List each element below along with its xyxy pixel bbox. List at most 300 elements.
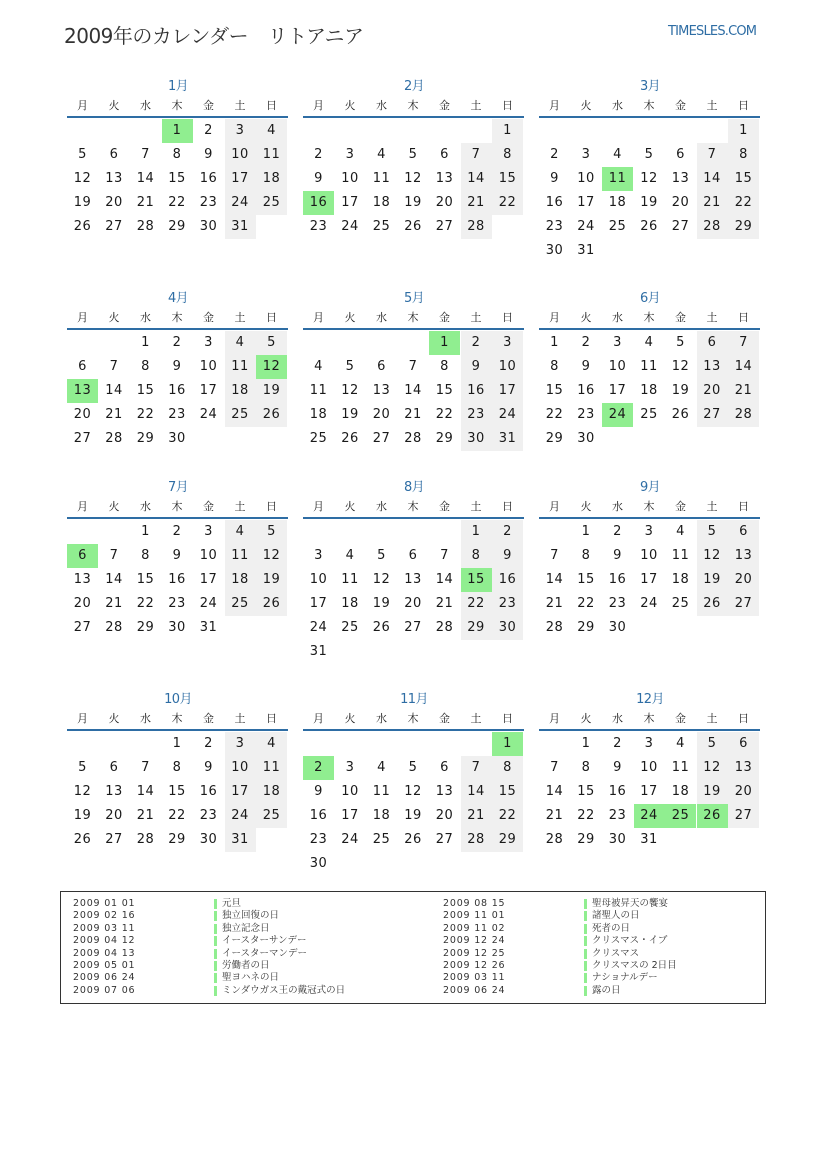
weekend-day-cell[interactable]: 17 xyxy=(225,167,256,191)
holiday-day-cell[interactable]: 2 xyxy=(303,756,334,780)
day-cell[interactable]: 6 xyxy=(440,147,449,162)
day-cell[interactable]: 17 xyxy=(309,596,328,611)
weekend-day-cell[interactable]: 13 xyxy=(728,544,759,568)
day-cell[interactable]: 20 xyxy=(671,195,690,210)
weekend-day-cell[interactable]: 26 xyxy=(256,592,287,616)
weekend-day-cell[interactable]: 22 xyxy=(728,191,759,215)
day-cell[interactable]: 27 xyxy=(372,431,391,446)
weekend-day-cell[interactable]: 9 xyxy=(461,355,492,379)
weekend-day-cell[interactable]: 7 xyxy=(728,331,759,355)
day-cell[interactable]: 4 xyxy=(314,359,323,374)
day-cell[interactable]: 27 xyxy=(73,620,92,635)
day-cell[interactable]: 27 xyxy=(404,620,422,635)
weekend-day-cell[interactable]: 4 xyxy=(225,520,256,544)
holiday-day-cell[interactable]: 1 xyxy=(162,119,193,143)
weekend-day-cell[interactable]: 30 xyxy=(461,427,492,451)
day-cell[interactable]: 18 xyxy=(671,572,690,587)
day-cell[interactable]: 4 xyxy=(345,548,355,563)
day-cell[interactable]: 15 xyxy=(168,784,186,799)
weekend-day-cell[interactable]: 25 xyxy=(225,403,256,427)
day-cell[interactable]: 12 xyxy=(671,359,690,374)
day-cell[interactable]: 2 xyxy=(172,524,182,539)
weekend-day-cell[interactable]: 21 xyxy=(697,191,728,215)
day-cell[interactable]: 6 xyxy=(78,359,87,374)
day-cell[interactable]: 16 xyxy=(309,808,328,823)
day-cell[interactable]: 5 xyxy=(644,147,654,162)
weekend-day-cell[interactable]: 18 xyxy=(256,167,287,191)
day-cell[interactable]: 23 xyxy=(545,219,564,234)
day-cell[interactable]: 13 xyxy=(105,171,123,186)
weekend-day-cell[interactable]: 4 xyxy=(256,119,287,143)
day-cell[interactable]: 3 xyxy=(345,147,355,162)
day-cell[interactable]: 9 xyxy=(314,171,323,186)
day-cell[interactable]: 7 xyxy=(408,359,418,374)
day-cell[interactable]: 3 xyxy=(613,335,622,350)
weekend-day-cell[interactable]: 1 xyxy=(492,119,523,143)
weekend-day-cell[interactable]: 18 xyxy=(225,379,256,403)
day-cell[interactable]: 10 xyxy=(341,784,359,799)
day-cell[interactable]: 4 xyxy=(377,147,386,162)
day-cell[interactable]: 11 xyxy=(372,171,391,186)
day-cell[interactable]: 27 xyxy=(435,219,454,234)
weekend-day-cell[interactable]: 18 xyxy=(225,568,256,592)
day-cell[interactable]: 2 xyxy=(613,736,622,751)
weekend-day-cell[interactable]: 25 xyxy=(256,191,287,215)
day-cell[interactable]: 22 xyxy=(545,407,564,422)
day-cell[interactable]: 5 xyxy=(377,548,386,563)
day-cell[interactable]: 29 xyxy=(435,431,454,446)
weekend-day-cell[interactable]: 11 xyxy=(256,756,287,780)
day-cell[interactable]: 16 xyxy=(199,784,218,799)
day-cell[interactable]: 16 xyxy=(608,572,627,587)
day-cell[interactable]: 10 xyxy=(199,359,218,374)
day-cell[interactable]: 22 xyxy=(577,596,595,611)
day-cell[interactable]: 18 xyxy=(640,383,658,398)
day-cell[interactable]: 7 xyxy=(440,548,449,563)
day-cell[interactable]: 10 xyxy=(640,548,658,563)
weekend-day-cell[interactable]: 7 xyxy=(461,756,492,780)
day-cell[interactable]: 28 xyxy=(136,219,155,234)
day-cell[interactable]: 5 xyxy=(78,760,87,775)
day-cell[interactable]: 21 xyxy=(136,195,155,210)
weekend-day-cell[interactable]: 2 xyxy=(461,331,492,355)
weekend-day-cell[interactable]: 15 xyxy=(728,167,759,191)
weekend-day-cell[interactable]: 7 xyxy=(461,143,492,167)
day-cell[interactable]: 30 xyxy=(309,856,328,871)
day-cell[interactable]: 13 xyxy=(73,572,92,587)
weekend-day-cell[interactable]: 10 xyxy=(225,756,256,780)
day-cell[interactable]: 6 xyxy=(109,147,119,162)
weekend-day-cell[interactable]: 6 xyxy=(728,520,759,544)
day-cell[interactable]: 19 xyxy=(640,195,658,210)
weekend-day-cell[interactable]: 30 xyxy=(492,616,523,640)
day-cell[interactable]: 18 xyxy=(372,195,391,210)
day-cell[interactable]: 28 xyxy=(105,620,123,635)
day-cell[interactable]: 8 xyxy=(550,359,559,374)
day-cell[interactable]: 19 xyxy=(671,383,690,398)
day-cell[interactable]: 26 xyxy=(404,832,422,847)
day-cell[interactable]: 25 xyxy=(309,431,328,446)
day-cell[interactable]: 10 xyxy=(199,548,218,563)
day-cell[interactable]: 28 xyxy=(545,620,564,635)
day-cell[interactable]: 23 xyxy=(309,219,328,234)
weekend-day-cell[interactable]: 8 xyxy=(461,544,492,568)
day-cell[interactable]: 30 xyxy=(608,832,627,847)
day-cell[interactable]: 9 xyxy=(172,548,182,563)
weekend-day-cell[interactable]: 26 xyxy=(697,592,728,616)
weekend-day-cell[interactable]: 13 xyxy=(728,756,759,780)
day-cell[interactable]: 30 xyxy=(199,219,218,234)
weekend-day-cell[interactable]: 10 xyxy=(492,355,523,379)
day-cell[interactable]: 14 xyxy=(545,784,564,799)
day-cell[interactable]: 4 xyxy=(377,760,386,775)
day-cell[interactable]: 14 xyxy=(136,171,155,186)
day-cell[interactable]: 20 xyxy=(404,596,422,611)
day-cell[interactable]: 24 xyxy=(199,596,218,611)
day-cell[interactable]: 24 xyxy=(309,620,328,635)
day-cell[interactable]: 7 xyxy=(550,760,559,775)
day-cell[interactable]: 18 xyxy=(671,784,690,799)
weekend-day-cell[interactable]: 19 xyxy=(256,568,287,592)
day-cell[interactable]: 14 xyxy=(105,572,123,587)
weekend-day-cell[interactable]: 24 xyxy=(225,804,256,828)
weekend-day-cell[interactable]: 19 xyxy=(697,780,728,804)
day-cell[interactable]: 11 xyxy=(309,383,328,398)
day-cell[interactable]: 7 xyxy=(109,548,119,563)
day-cell[interactable]: 8 xyxy=(581,548,591,563)
weekend-day-cell[interactable]: 27 xyxy=(697,403,728,427)
weekend-day-cell[interactable]: 23 xyxy=(461,403,492,427)
day-cell[interactable]: 14 xyxy=(404,383,422,398)
day-cell[interactable]: 17 xyxy=(640,784,658,799)
weekend-day-cell[interactable]: 3 xyxy=(492,331,523,355)
day-cell[interactable]: 2 xyxy=(204,736,213,751)
day-cell[interactable]: 11 xyxy=(341,572,359,587)
weekend-day-cell[interactable]: 27 xyxy=(728,804,759,828)
weekend-day-cell[interactable]: 20 xyxy=(728,780,759,804)
weekend-day-cell[interactable]: 16 xyxy=(461,379,492,403)
day-cell[interactable]: 3 xyxy=(204,524,213,539)
day-cell[interactable]: 30 xyxy=(545,243,564,258)
day-cell[interactable]: 19 xyxy=(73,808,92,823)
weekend-day-cell[interactable]: 2 xyxy=(492,520,523,544)
weekend-day-cell[interactable]: 1 xyxy=(461,520,492,544)
day-cell[interactable]: 21 xyxy=(545,808,564,823)
day-cell[interactable]: 8 xyxy=(141,548,150,563)
day-cell[interactable]: 21 xyxy=(435,596,454,611)
weekend-day-cell[interactable]: 29 xyxy=(492,828,523,852)
day-cell[interactable]: 20 xyxy=(73,596,92,611)
weekend-day-cell[interactable]: 6 xyxy=(728,732,759,756)
day-cell[interactable]: 25 xyxy=(341,620,359,635)
day-cell[interactable]: 16 xyxy=(545,195,564,210)
day-cell[interactable]: 20 xyxy=(435,195,454,210)
weekend-day-cell[interactable]: 14 xyxy=(697,167,728,191)
day-cell[interactable]: 12 xyxy=(640,171,658,186)
weekend-day-cell[interactable]: 21 xyxy=(461,191,492,215)
day-cell[interactable]: 28 xyxy=(404,431,422,446)
day-cell[interactable]: 15 xyxy=(435,383,454,398)
day-cell[interactable]: 28 xyxy=(105,431,123,446)
weekend-day-cell[interactable]: 17 xyxy=(492,379,523,403)
day-cell[interactable]: 9 xyxy=(613,760,622,775)
weekend-day-cell[interactable]: 11 xyxy=(256,143,287,167)
day-cell[interactable]: 8 xyxy=(172,147,182,162)
weekend-day-cell[interactable]: 18 xyxy=(256,780,287,804)
day-cell[interactable]: 20 xyxy=(372,407,391,422)
day-cell[interactable]: 9 xyxy=(204,760,213,775)
day-cell[interactable]: 21 xyxy=(545,596,564,611)
day-cell[interactable]: 4 xyxy=(676,736,685,751)
weekend-day-cell[interactable]: 24 xyxy=(225,191,256,215)
day-cell[interactable]: 22 xyxy=(168,195,186,210)
weekend-day-cell[interactable]: 27 xyxy=(728,592,759,616)
weekend-day-cell[interactable]: 21 xyxy=(461,804,492,828)
day-cell[interactable]: 30 xyxy=(168,620,186,635)
day-cell[interactable]: 13 xyxy=(671,171,690,186)
day-cell[interactable]: 4 xyxy=(676,524,685,539)
day-cell[interactable]: 23 xyxy=(168,407,186,422)
day-cell[interactable]: 19 xyxy=(404,195,422,210)
day-cell[interactable]: 13 xyxy=(435,784,454,799)
weekend-day-cell[interactable]: 29 xyxy=(728,215,759,239)
weekend-day-cell[interactable]: 12 xyxy=(697,544,728,568)
holiday-day-cell[interactable]: 13 xyxy=(67,379,98,403)
day-cell[interactable]: 1 xyxy=(550,335,559,350)
day-cell[interactable]: 8 xyxy=(172,760,182,775)
weekend-day-cell[interactable]: 20 xyxy=(728,568,759,592)
weekend-day-cell[interactable]: 11 xyxy=(225,355,256,379)
day-cell[interactable]: 13 xyxy=(435,171,454,186)
day-cell[interactable]: 4 xyxy=(644,335,654,350)
weekend-day-cell[interactable]: 21 xyxy=(728,379,759,403)
day-cell[interactable]: 29 xyxy=(545,431,564,446)
weekend-day-cell[interactable]: 31 xyxy=(225,828,256,852)
weekend-day-cell[interactable]: 5 xyxy=(697,520,728,544)
day-cell[interactable]: 19 xyxy=(404,808,422,823)
day-cell[interactable]: 2 xyxy=(204,123,213,138)
day-cell[interactable]: 8 xyxy=(440,359,449,374)
weekend-day-cell[interactable]: 28 xyxy=(461,215,492,239)
day-cell[interactable]: 3 xyxy=(581,147,591,162)
day-cell[interactable]: 16 xyxy=(577,383,595,398)
day-cell[interactable]: 14 xyxy=(105,383,123,398)
day-cell[interactable]: 23 xyxy=(608,808,627,823)
day-cell[interactable]: 26 xyxy=(73,832,92,847)
day-cell[interactable]: 25 xyxy=(671,596,690,611)
weekend-day-cell[interactable]: 28 xyxy=(697,215,728,239)
day-cell[interactable]: 23 xyxy=(577,407,595,422)
day-cell[interactable]: 23 xyxy=(309,832,328,847)
weekend-day-cell[interactable]: 4 xyxy=(225,331,256,355)
weekend-day-cell[interactable]: 16 xyxy=(492,568,523,592)
day-cell[interactable]: 17 xyxy=(608,383,627,398)
day-cell[interactable]: 29 xyxy=(168,832,186,847)
day-cell[interactable]: 19 xyxy=(372,596,391,611)
day-cell[interactable]: 23 xyxy=(168,596,186,611)
weekend-day-cell[interactable]: 10 xyxy=(225,143,256,167)
day-cell[interactable]: 6 xyxy=(676,147,685,162)
day-cell[interactable]: 25 xyxy=(372,219,391,234)
day-cell[interactable]: 27 xyxy=(73,431,92,446)
weekend-day-cell[interactable]: 14 xyxy=(461,167,492,191)
day-cell[interactable]: 11 xyxy=(640,359,658,374)
day-cell[interactable]: 12 xyxy=(73,784,92,799)
day-cell[interactable]: 28 xyxy=(545,832,564,847)
day-cell[interactable]: 2 xyxy=(581,335,591,350)
day-cell[interactable]: 27 xyxy=(105,832,123,847)
weekend-day-cell[interactable]: 17 xyxy=(225,780,256,804)
day-cell[interactable]: 12 xyxy=(341,383,359,398)
day-cell[interactable]: 3 xyxy=(204,335,213,350)
weekend-day-cell[interactable]: 1 xyxy=(728,119,759,143)
brand-logo[interactable]: TIMESLES.COM xyxy=(668,24,757,39)
day-cell[interactable]: 17 xyxy=(199,383,218,398)
day-cell[interactable]: 30 xyxy=(168,431,186,446)
holiday-day-cell[interactable]: 1 xyxy=(492,732,523,756)
day-cell[interactable]: 31 xyxy=(577,243,595,258)
weekend-day-cell[interactable]: 11 xyxy=(225,544,256,568)
day-cell[interactable]: 6 xyxy=(377,359,386,374)
day-cell[interactable]: 17 xyxy=(577,195,595,210)
day-cell[interactable]: 22 xyxy=(435,407,454,422)
day-cell[interactable]: 22 xyxy=(168,808,186,823)
day-cell[interactable]: 18 xyxy=(608,195,627,210)
day-cell[interactable]: 7 xyxy=(109,359,119,374)
weekend-day-cell[interactable]: 7 xyxy=(697,143,728,167)
day-cell[interactable]: 24 xyxy=(341,832,359,847)
weekend-day-cell[interactable]: 26 xyxy=(256,403,287,427)
weekend-day-cell[interactable]: 14 xyxy=(461,780,492,804)
day-cell[interactable]: 28 xyxy=(136,832,155,847)
weekend-day-cell[interactable]: 5 xyxy=(256,520,287,544)
day-cell[interactable]: 29 xyxy=(168,219,186,234)
day-cell[interactable]: 1 xyxy=(172,736,182,751)
weekend-day-cell[interactable]: 22 xyxy=(492,191,523,215)
weekend-day-cell[interactable]: 4 xyxy=(256,732,287,756)
day-cell[interactable]: 16 xyxy=(168,572,186,587)
day-cell[interactable]: 26 xyxy=(73,219,92,234)
day-cell[interactable]: 3 xyxy=(644,524,654,539)
weekend-day-cell[interactable]: 8 xyxy=(728,143,759,167)
holiday-day-cell[interactable]: 25 xyxy=(665,804,696,828)
day-cell[interactable]: 24 xyxy=(577,219,595,234)
day-cell[interactable]: 6 xyxy=(408,548,418,563)
day-cell[interactable]: 31 xyxy=(640,832,658,847)
weekend-day-cell[interactable]: 28 xyxy=(461,828,492,852)
weekend-day-cell[interactable]: 22 xyxy=(492,804,523,828)
holiday-day-cell[interactable]: 15 xyxy=(461,568,492,592)
day-cell[interactable]: 19 xyxy=(341,407,359,422)
weekend-day-cell[interactable]: 25 xyxy=(256,804,287,828)
weekend-day-cell[interactable]: 3 xyxy=(225,732,256,756)
day-cell[interactable]: 9 xyxy=(613,548,622,563)
day-cell[interactable]: 23 xyxy=(199,808,218,823)
day-cell[interactable]: 30 xyxy=(608,620,627,635)
holiday-day-cell[interactable]: 24 xyxy=(602,403,633,427)
weekend-day-cell[interactable]: 19 xyxy=(697,568,728,592)
weekend-day-cell[interactable]: 28 xyxy=(728,403,759,427)
day-cell[interactable]: 18 xyxy=(372,808,391,823)
day-cell[interactable]: 16 xyxy=(199,171,218,186)
day-cell[interactable]: 12 xyxy=(372,572,391,587)
day-cell[interactable]: 3 xyxy=(644,736,654,751)
day-cell[interactable]: 25 xyxy=(372,832,391,847)
weekend-day-cell[interactable]: 25 xyxy=(225,592,256,616)
day-cell[interactable]: 2 xyxy=(613,524,622,539)
day-cell[interactable]: 21 xyxy=(136,808,155,823)
weekend-day-cell[interactable]: 5 xyxy=(697,732,728,756)
day-cell[interactable]: 18 xyxy=(341,596,359,611)
day-cell[interactable]: 27 xyxy=(671,219,690,234)
day-cell[interactable]: 6 xyxy=(440,760,449,775)
weekend-day-cell[interactable]: 19 xyxy=(256,379,287,403)
day-cell[interactable]: 15 xyxy=(545,383,564,398)
day-cell[interactable]: 1 xyxy=(581,736,591,751)
day-cell[interactable]: 29 xyxy=(577,832,595,847)
weekend-day-cell[interactable]: 14 xyxy=(728,355,759,379)
day-cell[interactable]: 15 xyxy=(577,572,595,587)
day-cell[interactable]: 7 xyxy=(550,548,559,563)
day-cell[interactable]: 17 xyxy=(341,195,359,210)
day-cell[interactable]: 29 xyxy=(136,620,155,635)
weekend-day-cell[interactable]: 5 xyxy=(256,331,287,355)
day-cell[interactable]: 26 xyxy=(372,620,391,635)
day-cell[interactable]: 26 xyxy=(341,431,359,446)
weekend-day-cell[interactable]: 31 xyxy=(492,427,523,451)
day-cell[interactable]: 15 xyxy=(168,171,186,186)
day-cell[interactable]: 15 xyxy=(136,383,155,398)
day-cell[interactable]: 10 xyxy=(640,760,658,775)
holiday-day-cell[interactable]: 11 xyxy=(602,167,633,191)
weekend-day-cell[interactable]: 13 xyxy=(697,355,728,379)
day-cell[interactable]: 23 xyxy=(608,596,627,611)
day-cell[interactable]: 27 xyxy=(105,219,123,234)
day-cell[interactable]: 9 xyxy=(204,147,213,162)
day-cell[interactable]: 24 xyxy=(341,219,359,234)
day-cell[interactable]: 20 xyxy=(435,808,454,823)
day-cell[interactable]: 17 xyxy=(341,808,359,823)
day-cell[interactable]: 22 xyxy=(577,808,595,823)
day-cell[interactable]: 8 xyxy=(581,760,591,775)
day-cell[interactable]: 31 xyxy=(199,620,218,635)
day-cell[interactable]: 9 xyxy=(581,359,591,374)
day-cell[interactable]: 5 xyxy=(676,335,685,350)
day-cell[interactable]: 25 xyxy=(640,407,658,422)
day-cell[interactable]: 7 xyxy=(141,760,150,775)
day-cell[interactable]: 26 xyxy=(640,219,658,234)
day-cell[interactable]: 29 xyxy=(577,620,595,635)
weekend-day-cell[interactable]: 24 xyxy=(492,403,523,427)
day-cell[interactable]: 2 xyxy=(172,335,182,350)
day-cell[interactable]: 1 xyxy=(141,335,150,350)
day-cell[interactable]: 9 xyxy=(314,784,323,799)
day-cell[interactable]: 7 xyxy=(141,147,150,162)
day-cell[interactable]: 22 xyxy=(136,596,155,611)
day-cell[interactable]: 22 xyxy=(136,407,155,422)
day-cell[interactable]: 3 xyxy=(314,548,323,563)
day-cell[interactable]: 10 xyxy=(608,359,627,374)
day-cell[interactable]: 11 xyxy=(671,548,690,563)
holiday-day-cell[interactable]: 1 xyxy=(429,331,460,355)
day-cell[interactable]: 13 xyxy=(105,784,123,799)
day-cell[interactable]: 30 xyxy=(199,832,218,847)
day-cell[interactable]: 1 xyxy=(581,524,591,539)
day-cell[interactable]: 21 xyxy=(105,407,123,422)
day-cell[interactable]: 12 xyxy=(404,171,422,186)
day-cell[interactable]: 20 xyxy=(105,808,123,823)
holiday-day-cell[interactable]: 24 xyxy=(634,804,665,828)
